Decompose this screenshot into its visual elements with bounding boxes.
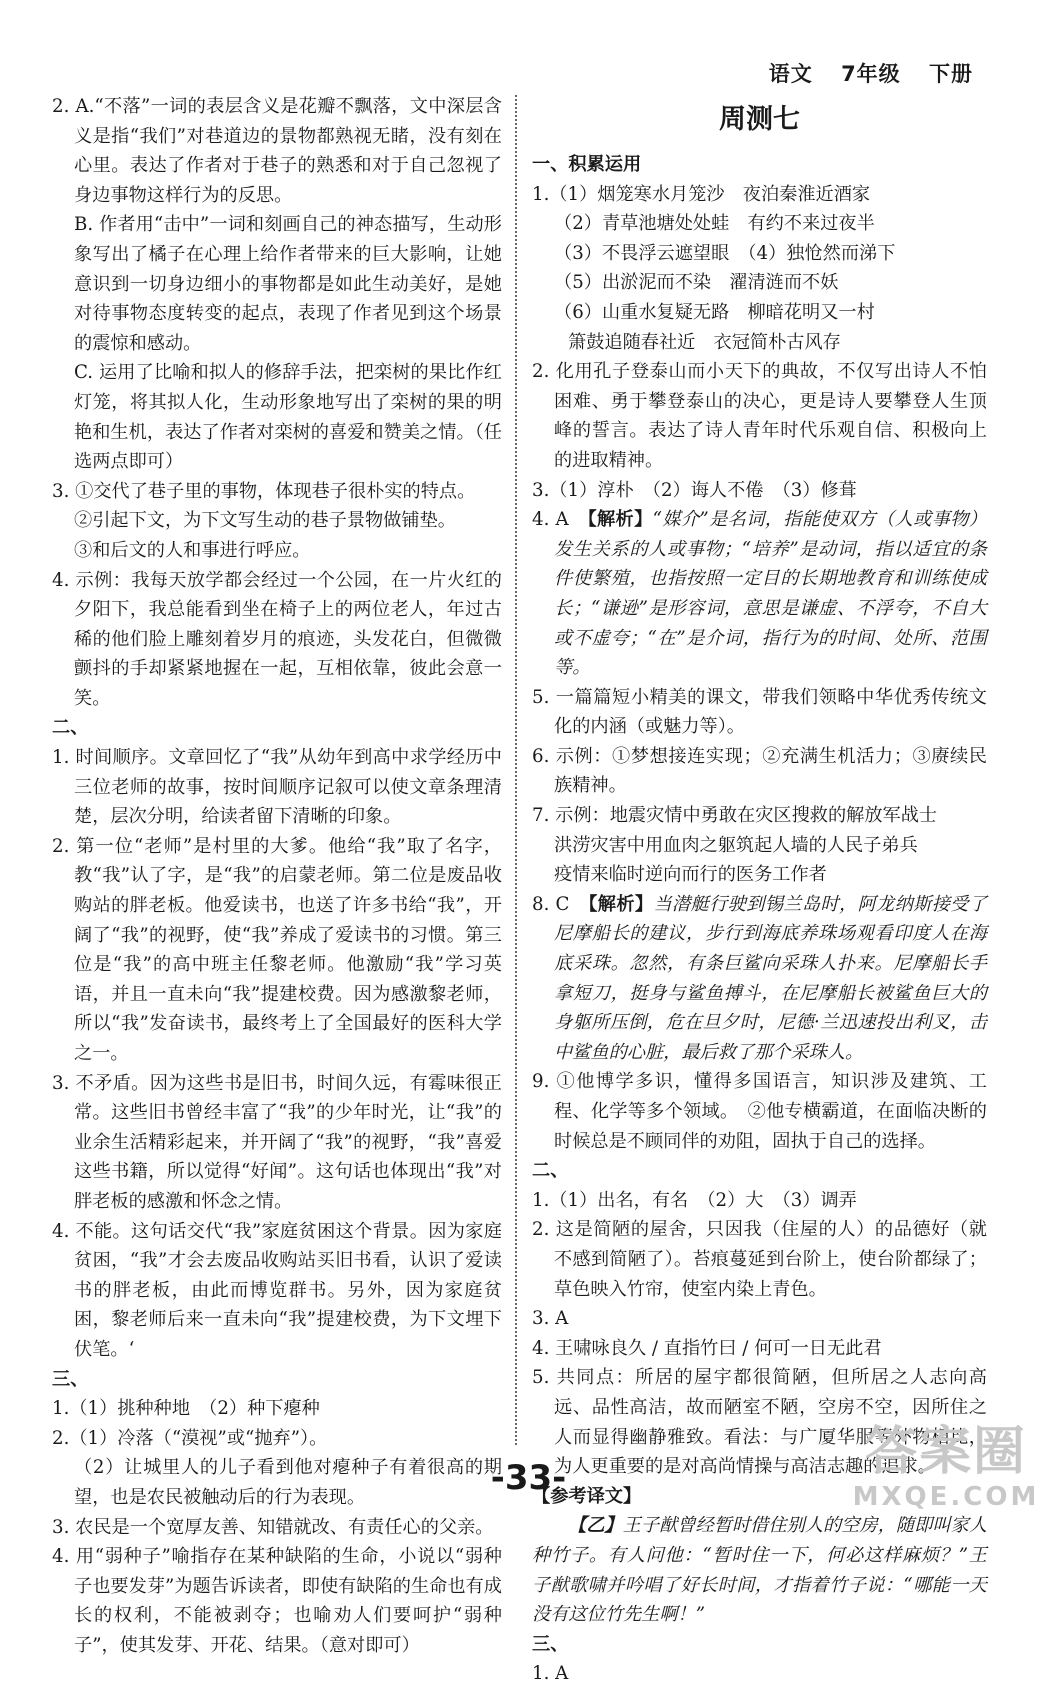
answer-s3-q2a: 2.（1）冷落（“漠视”或“抛弃”）。: [52, 1427, 328, 1449]
answer-s2-q4: 4. 不能。这句话交代“我”家庭贫困这个背景。因为家庭贫困，“我”才会去废品收购站买旧书看，认识了爱读书的胖老板，由此而博览群书。另外，因为家庭贫困，黎老师后来一直未向“我”提建校费，为下文埋下伏笔。‘: [52, 1220, 502, 1360]
analysis-tag: 【解析】: [588, 893, 654, 915]
answer-q4: 4. 示例：我每天放学都会经过一个公园，在一片火红的夕阳下，我总能看到坐在椅子上的两位老人，年过古稀的他们脸上雕刻着岁月的痕迹，头发花白，但微微颤抖的手却紧紧地握在一起，互相依靠，彼此会意一笑。: [52, 569, 502, 709]
answer-r-s2-q5: 5. 共同点：所居的屋宇都很简陋，但所居之人志向高远、品性高洁，故而陋室不陋，空房不空，因所住之人而显得幽静雅致。看法：与广厦华服等外物相比，为人更重要的是对高尚情操与高洁志趣的追求。: [532, 1367, 987, 1478]
section-heading-r3: 三、: [532, 1633, 569, 1655]
answer-r-q1-7: 箫鼓追随春社近 衣冠简朴古风存: [568, 331, 841, 353]
answer-s2-q3: 3. 不矛盾。因为这些书是旧书，时间久远，有霉味很正常。这些旧书曾经丰富了“我”的少年时光，让“我”的业余生活精彩起来，并开阔了“我”的视野，“我”喜爱这些书籍，所以觉得“好闻”。这句话也体现出“我”对胖老板的感激和怀念之情。: [52, 1072, 502, 1212]
answer-r-q1-5: （5）出淤泥而不染 濯清涟而不妖: [554, 272, 839, 294]
section-heading-1: 一、积累运用: [532, 154, 642, 175]
volume-label: 下册: [929, 62, 973, 86]
column-divider: [515, 95, 517, 1445]
reference-text: 王子猷曾经暂时借住别人的空房，随即叫家人种竹子。有人问他：“暂时住一下，何必这样麻烦？”王子猷歌啸并吟唱了好长时间，才指着竹子说：“哪能一天没有这位竹先生啊！”: [532, 1515, 987, 1626]
answer-q2-c: C. 运用了比喻和拟人的修辞手法，把栾树的果比作红灯笼，将其拟人化，生动形象地写出了栾树的果的明艳和生机，表达了作者对栾树的喜爱和赞美之情。（任选两点即可）: [74, 362, 502, 473]
answer-r-s2-q4: 4. 王啸咏良久 / 直指竹曰 / 何可一日无此君: [532, 1337, 882, 1359]
answer-r-q8: [532, 890, 987, 1068]
answer-q3-3: ③和后文的人和事进行呼应。: [74, 539, 311, 561]
answer-r-q1-1: 1.（1）烟笼寒水月笼沙 夜泊秦淮近酒家: [532, 183, 871, 205]
reference-translation-tag: 【参考译文】: [532, 1485, 642, 1507]
watermark-site: MXQE.COM: [852, 1482, 1040, 1512]
answer-s2-q2: 2. 第一位“老师”是村里的大爹。他给“我”取了名字，教“我”认了字，是“我”的启蒙老师。第二位是废品收购站的胖老板。他爱读书，也送了许多书给“我”，开阔了“我”的视野，使“我”养成了爱读书的习惯。第三位是“我”的高中班主任黎老师。他激励“我”学习英语，并且一直未向“我”提建校费。因为感激黎老师，所以“我”发奋读书，最终考上了全国最好的医科大学之一。: [52, 835, 502, 1064]
section-heading-2: 二、: [52, 717, 89, 739]
answer-s3-q4: 4. 用“弱种子”喻指存在某种缺陷的生命，小说以“弱种子也要发芽”为题告诉读者，即使有缺陷的生命也有成长的权利，不能被剥夺；也喻劝人们要呵护“弱种子”，使其发芽、开花、结果。（意对即可）: [52, 1546, 502, 1656]
reference-translation: [532, 1511, 987, 1629]
answer-q2-b: B. 作者用“击中”一词和刻画自己的神态描写，生动形象写出了橘子在心理上给作者带来的巨大影响，让她意识到一切身边细小的事物都是如此生动美好，是她对待事物态度转变的起点，表现了作者见到这个场景的震惊和感动。: [74, 214, 502, 354]
answer-r-q4-text: “媒介”是名词，指能使双方（人或事物）发生关系的人或事物；“培养”是动词，指以适宜的条件使繁殖，也指按照一定目的长期地教育和训练使成长；“谦逊”是形容词，意思是谦虚、不浮夸，不自大或不虚夸；“在”是介词，指行为的时间、处所、范围等。: [554, 509, 987, 679]
answer-r-q9: 9. ①他博学多识，懂得多国语言，知识涉及建筑、工程、化学等多个领域。 ②他专横霸道，在面临决断的时候总是不顾同伴的劝阻，固执于自己的选择。: [532, 1071, 987, 1152]
answer-q2-a: 2. A.“不落”一词的表层含义是花瓣不飘落，文中深层含义是指“我们”对巷道边的景物都熟视无睹，没有刻在心里。表达了作者对于巷子的熟悉和对于自己忽视了身边事物这样行为的反思。: [52, 96, 502, 206]
answer-r-q8-text: 当潜艇行驶到锡兰岛时，阿龙纳斯接受了尼摩船长的建议，步行到海底养珠场观看印度人在海底采珠。忽然，有条巨鲨向采珠人扑来。尼摩船长手拿短刀，挺身与鲨鱼搏斗，在尼摩船长被鲨鱼巨大的身躯所压倒，危在旦夕时，尼德·兰迅速投出利叉，击中鲨鱼的心脏，最后救了那个采珠人。: [554, 893, 987, 1063]
page-number: -33-: [490, 1458, 567, 1498]
answer-r-q3: 3.（1）淳朴 （2）诲人不倦 （3）修葺: [532, 479, 857, 501]
answer-r-q1-2: （2）青草池塘处处蛙 有约不来过夜半: [554, 213, 875, 235]
reference-label: 【乙】: [568, 1515, 623, 1537]
watermark-brand: 答案圈: [864, 1422, 1027, 1482]
subject-label: 语文: [768, 62, 813, 86]
week-title: 周测七: [719, 104, 800, 135]
answer-s3-q2b: （2）让城里人的儿子看到他对瘪种子有着很高的期望，也是农民被触动后的行为表现。: [74, 1457, 502, 1508]
answer-r-q6: 6. 示例：①梦想接连实现；②充满生机活力；③赓续民族精神。: [532, 745, 987, 797]
answer-r-q7-3: 疫情来临时逆向而行的医务工作者: [554, 864, 827, 886]
grade-label: 7年级: [841, 62, 901, 86]
answer-s2-q1: 1. 时间顺序。文章回忆了“我”从幼年到高中求学经历中三位老师的故事，按时间顺序记叙可以使文章条理清楚，层次分明，给读者留下清晰的印象。: [52, 747, 502, 828]
answer-r-s2-q3: 3. A: [532, 1308, 569, 1330]
answer-r-q7-2: 洪涝灾害中用血肉之躯筑起人墙的人民子弟兵: [554, 834, 918, 856]
answer-r-q4: [532, 505, 987, 683]
answer-r-s3-q1: 1. A: [532, 1663, 569, 1685]
answer-r-q7-1: 7. 示例：地震灾情中勇敢在灾区搜救的解放军战士: [532, 805, 938, 827]
left-column: [52, 92, 502, 1660]
answer-r-q8-label: 8. C: [532, 893, 589, 915]
answer-r-q2: 2. 化用孔子登泰山而小天下的典故，不仅写出诗人不怕困难、勇于攀登泰山的决心，更是诗人要攀登人生顶峰的誓言。表达了诗人青年时代乐观自信、积极向上的进取精神。: [532, 361, 987, 471]
answer-s3-q1: 1.（1）挑种种地 （2）种下瘪种: [52, 1398, 320, 1420]
answer-r-s2-q1: 1.（1）出名，有名 （2）大 （3）调弄: [532, 1189, 857, 1211]
answer-r-q4-label: 4. A: [532, 509, 588, 531]
answer-r-q5: 5. 一篇篇短小精美的课文，带我们领略中华优秀传统文化的内涵（或魅力等）。: [532, 686, 987, 738]
answer-q3-2: ②引起下文，为下文写生动的巷子景物做铺垫。: [74, 510, 456, 532]
answer-r-s2-q2: 2. 这是简陋的屋舍，只因我（住屋的人）的品德好（就不感到简陋了）。苔痕蔓延到台阶上，使台阶都绿了；草色映入竹帘，使室内染上青色。: [532, 1219, 987, 1300]
watermark-logo: [851, 1422, 1041, 1522]
answer-q3-1: 3. ①交代了巷子里的事物，体现巷子很朴实的特点。: [52, 480, 476, 502]
section-heading-3: 三、: [52, 1368, 89, 1390]
answer-r-q1-3: （3）不畏浮云遮望眼 （4）独怆然而涕下: [554, 242, 896, 264]
answer-r-q1-6: （6）山重水复疑无路 柳暗花明又一村: [554, 301, 875, 323]
answer-s3-q3: 3. 农民是一个宽厚友善、知错就改、有责任心的父亲。: [52, 1516, 494, 1538]
section-heading-r2: 二、: [532, 1160, 569, 1182]
page-header: [749, 58, 973, 88]
analysis-tag: 【解析】: [587, 509, 653, 531]
